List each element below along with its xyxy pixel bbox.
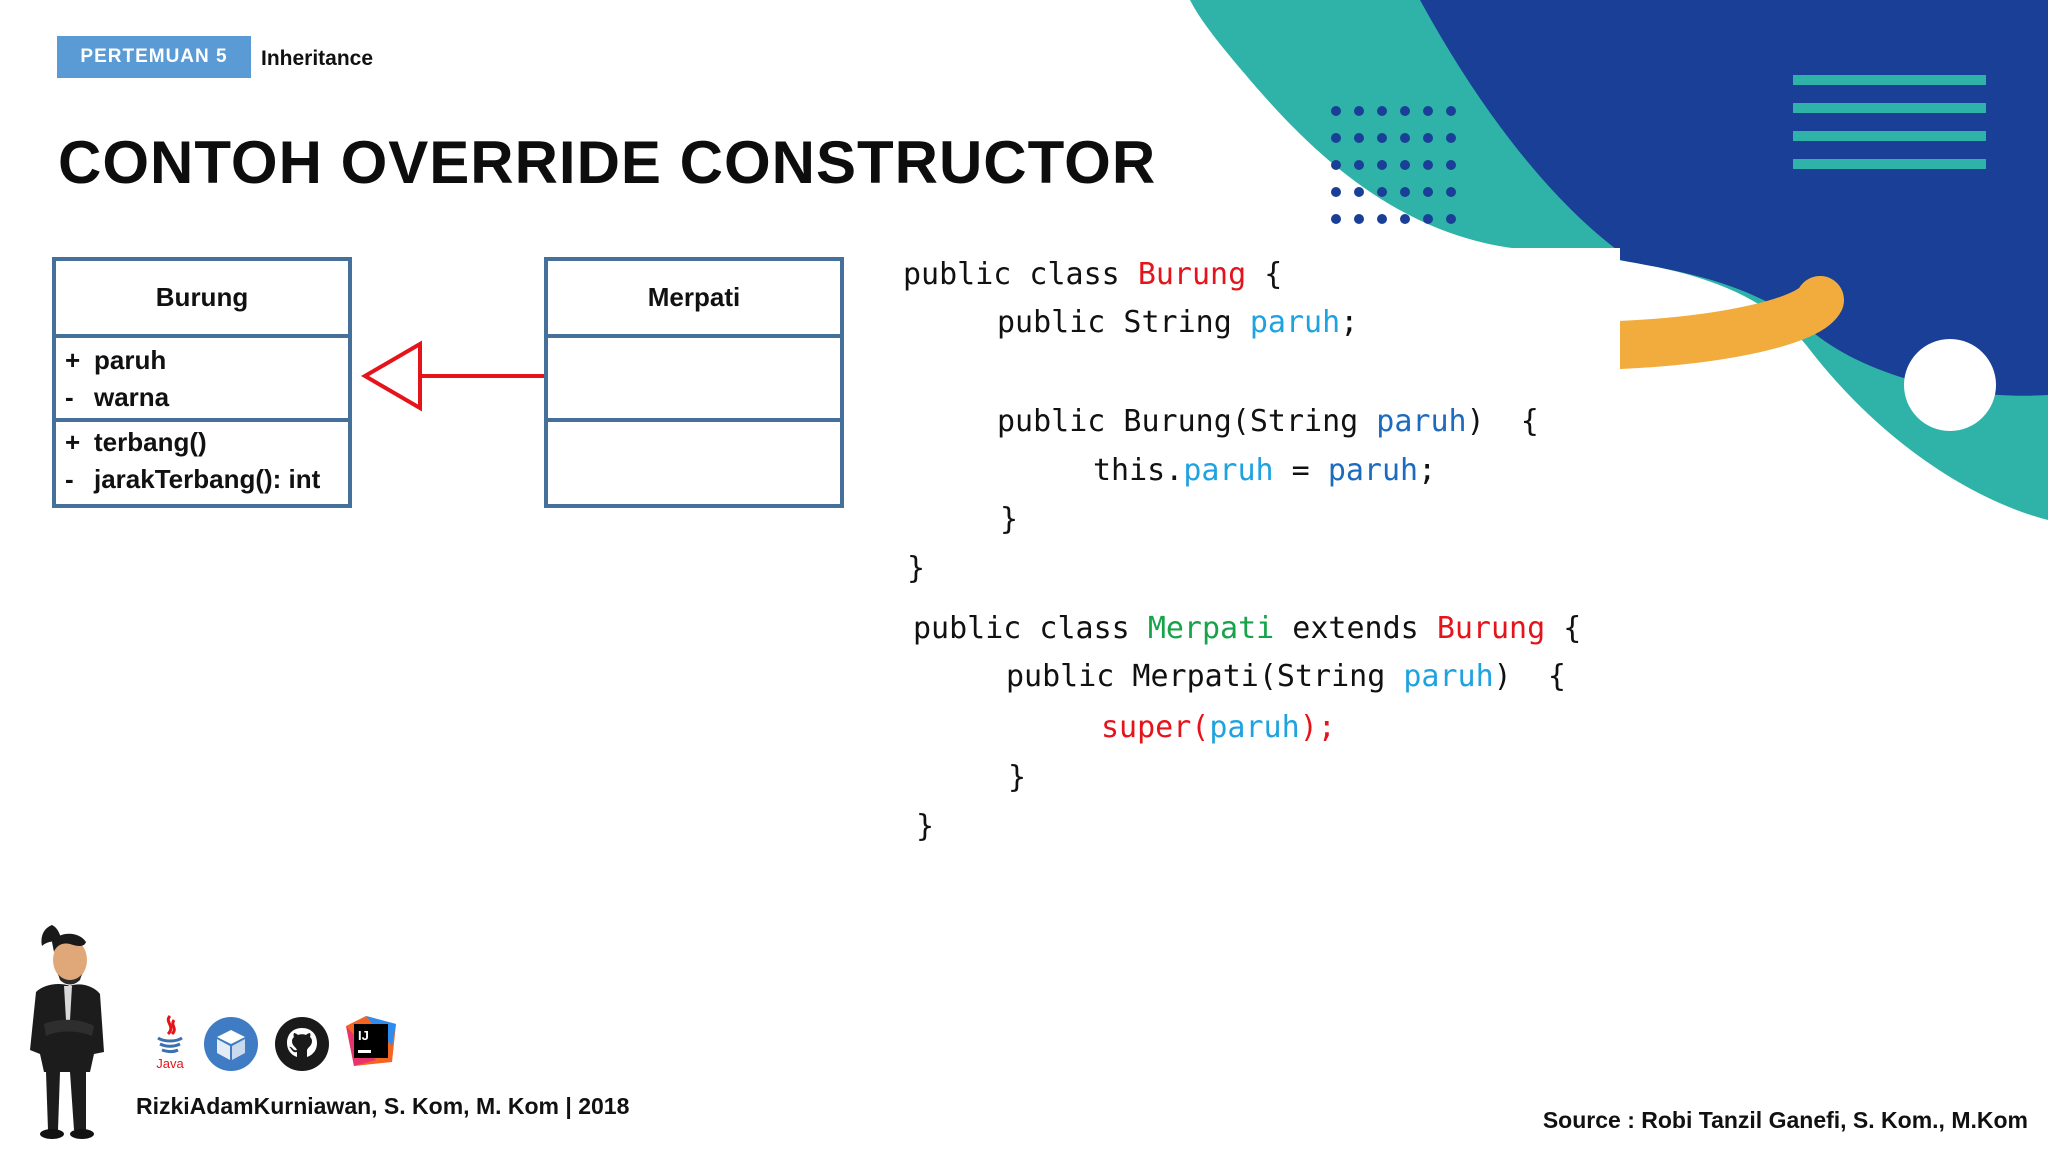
grid-dot (1423, 187, 1433, 197)
grid-dot (1377, 133, 1387, 143)
code-line (907, 551, 926, 586)
grid-dot (1446, 160, 1456, 170)
grid-dot (1400, 187, 1410, 197)
grid-dot (1354, 187, 1364, 197)
uml-class-name (56, 261, 348, 338)
code-keyword: public Merpati(String (1006, 659, 1404, 694)
intellij-icon (346, 1016, 396, 1066)
grid-dot (1400, 106, 1410, 116)
code-variable: paruh (1403, 659, 1494, 694)
java-label: Java (156, 1056, 184, 1071)
visibility-marker: + (65, 345, 81, 375)
topic-label: Inheritance (261, 47, 374, 70)
uml-method (56, 424, 348, 461)
uml-class-name (548, 261, 840, 338)
code-brace: } (907, 551, 926, 586)
grid-dot (1354, 106, 1364, 116)
slide-title: CONTOH OVERRIDE CONSTRUCTOR (58, 129, 1157, 196)
code-keyword: this. (1093, 453, 1184, 488)
code-class-name: Burung (1436, 611, 1546, 646)
grid-dot (1446, 133, 1456, 143)
method-name: terbang() (94, 427, 207, 457)
code-punct: ); (1299, 710, 1336, 745)
github-icon (274, 1016, 330, 1072)
uml-methods (56, 422, 348, 504)
grid-dot (1354, 133, 1364, 143)
code-line (1093, 453, 1437, 488)
code-variable: paruh (1183, 453, 1274, 488)
code-punct: ; (1340, 305, 1359, 340)
presenter-illustration (14, 920, 114, 1140)
intellij-label: IJ (358, 1028, 369, 1043)
uml-class-burung (52, 257, 352, 508)
uml-attributes (548, 338, 840, 422)
grid-dot (1446, 214, 1456, 224)
grid-dot (1400, 160, 1410, 170)
code-line (916, 809, 935, 844)
box-icon (203, 1016, 259, 1072)
grid-dot (1423, 160, 1433, 170)
white-circle (1904, 339, 1996, 431)
code-punct: { (1545, 611, 1582, 646)
grid-dot (1423, 106, 1433, 116)
code-brace: } (916, 809, 935, 844)
code-line (997, 404, 1539, 439)
grid-dot (1446, 106, 1456, 116)
grid-dot (1377, 214, 1387, 224)
code-class-name: Merpati (1147, 611, 1275, 646)
uml-method (56, 461, 348, 498)
code-line (1008, 760, 1027, 795)
visibility-marker: + (65, 427, 81, 457)
source-credit: Source : Robi Tanzil Ganefi, S. Kom., M.Kom (1542, 1107, 2028, 1133)
grid-dot (1423, 133, 1433, 143)
uml-class-merpati (544, 257, 844, 508)
code-keyword: super( (1101, 710, 1210, 745)
grid-dot (1377, 187, 1387, 197)
attribute-name: paruh (94, 345, 167, 375)
class-name-burung: Burung (155, 282, 249, 312)
grid-dot (1400, 214, 1410, 224)
code-brace: } (1008, 760, 1027, 795)
code-keyword: public class (913, 611, 1148, 646)
code-punct: ; (1418, 453, 1437, 488)
class-name-merpati: Merpati (647, 282, 741, 312)
grid-dot (1331, 214, 1341, 224)
meeting-tag: PERTEMUAN 5 (57, 36, 251, 78)
code-punct: ) { (1493, 659, 1566, 694)
code-line (1101, 710, 1336, 745)
code-line (903, 257, 1283, 292)
visibility-marker: - (65, 464, 74, 494)
code-keyword: public String (997, 305, 1250, 340)
code-punct: = (1273, 453, 1328, 488)
grid-dot (1377, 106, 1387, 116)
grid-dot (1331, 133, 1341, 143)
grid-dot (1354, 214, 1364, 224)
java-icon (150, 1012, 190, 1072)
uml-attributes (56, 338, 348, 422)
attribute-name: warna (94, 382, 170, 412)
grid-dot (1331, 106, 1341, 116)
uml-attribute (56, 379, 348, 416)
code-line (913, 611, 1582, 646)
grid-dot (1423, 214, 1433, 224)
grid-dot (1400, 133, 1410, 143)
grid-dot (1377, 160, 1387, 170)
grid-dot (1354, 160, 1364, 170)
method-name: jarakTerbang(): int (94, 464, 321, 494)
grid-dot (1446, 187, 1456, 197)
code-keyword: public class (903, 257, 1138, 292)
code-punct: ) { (1466, 404, 1539, 439)
grid-dot (1331, 187, 1341, 197)
visibility-marker: - (65, 382, 74, 412)
code-variable: paruh (1376, 404, 1467, 439)
code-variable: paruh (1327, 453, 1419, 488)
grid-dot (1331, 160, 1341, 170)
code-brace: } (1000, 502, 1019, 537)
code-keyword: public Burung(String (997, 404, 1377, 439)
code-keyword: extends (1274, 611, 1437, 646)
code-variable: paruh (1249, 305, 1341, 340)
code-line (997, 305, 1359, 340)
uml-attribute (56, 342, 348, 379)
code-line (1006, 659, 1566, 694)
author-credit: RizkiAdamKurniawan, S. Kom, M. Kom | 2018 (136, 1093, 630, 1119)
uml-methods (548, 422, 840, 504)
code-line (1000, 502, 1019, 537)
orange-arc (1620, 300, 1820, 345)
inheritance-arrow (355, 338, 550, 418)
code-punct: { (1246, 257, 1283, 292)
code-class-name: Burung (1137, 257, 1247, 292)
code-variable: paruh (1209, 710, 1300, 745)
